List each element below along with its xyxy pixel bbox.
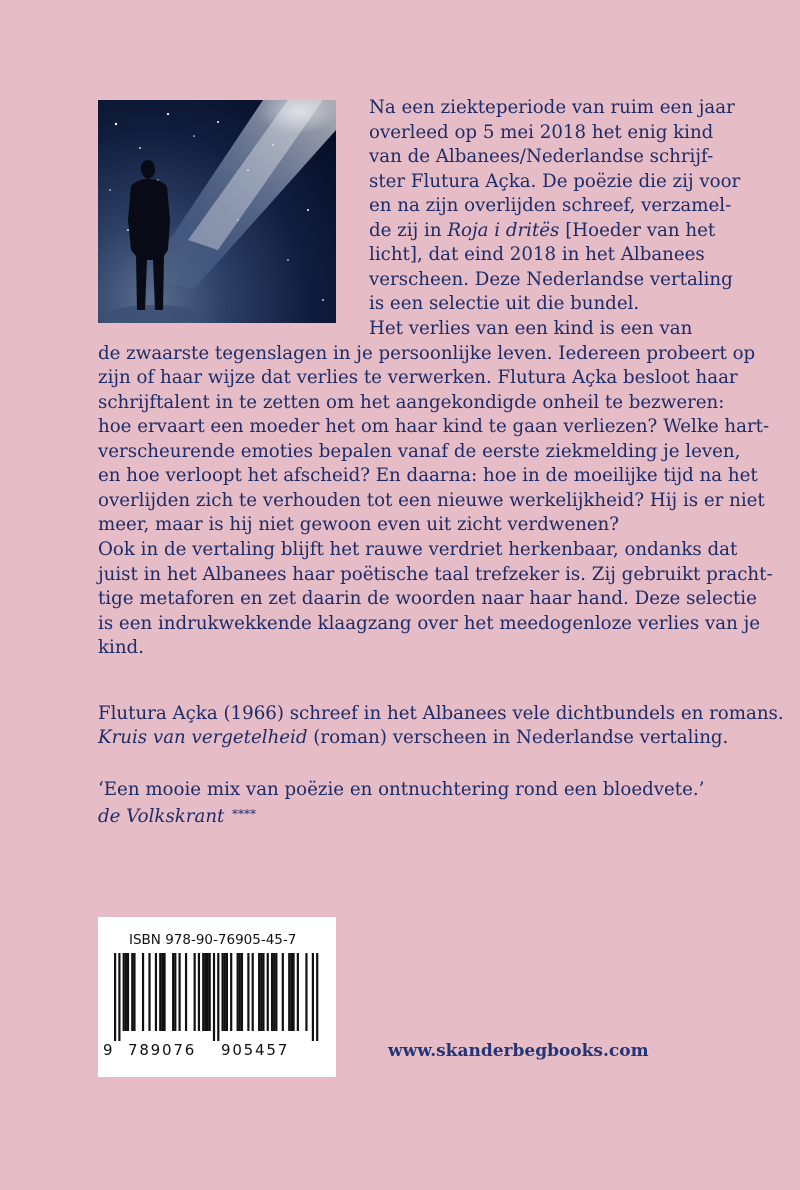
review-rating: ****	[224, 807, 256, 821]
blurb-line: de zwaarste tegenslagen in je persoonlijke leven. Iedereen probeert op	[98, 342, 756, 364]
barcode-first-digit: 9	[103, 1041, 113, 1059]
barcode-bar	[142, 953, 144, 1031]
author-bio: Flutura Açka (1966) schreef in het Albanees vele dichtbundels en romans.	[98, 703, 784, 724]
barcode-bar	[118, 953, 120, 1041]
cover-photo	[98, 100, 336, 323]
blurb-line: overleed op 5 mei 2018 het enig kind	[369, 121, 714, 143]
barcode-bar	[239, 953, 241, 1031]
blurb-line: is een indrukwekkende klaagzang over het meedogenloze verlies van je	[98, 612, 760, 634]
barcode-bar	[161, 953, 163, 1031]
review-quote: ‘Een mooie mix van poëzie en ontnuchtering rond een bloedvete.’	[98, 779, 705, 800]
barcode-panel	[98, 917, 336, 1077]
barcode-bar	[159, 953, 161, 1031]
barcode-bar	[292, 953, 294, 1031]
barcode-bar	[271, 953, 273, 1031]
barcode-bar	[275, 953, 277, 1031]
barcode-bar	[297, 953, 299, 1031]
blurb-line: verscheen. Deze Nederlandse vertaling	[369, 268, 733, 290]
barcode-bar	[312, 953, 314, 1041]
barcode-bar	[222, 953, 224, 1031]
blurb-line: Ook in de vertaling blijft het rauwe verdriet herkenbaar, ondanks dat	[98, 539, 738, 560]
barcode-bar	[247, 953, 249, 1031]
barcode-bar	[217, 953, 219, 1041]
barcode-bar	[125, 953, 127, 1031]
barcode-bar	[252, 953, 254, 1031]
barcode-left-digits: 789076	[128, 1041, 197, 1059]
blurb-line: juist in het Albanees haar poëtische taal trefzeker is. Zij gebruikt pracht-	[98, 563, 773, 585]
blurb-line: is een selectie uit die bundel.	[369, 293, 640, 314]
barcode-bar	[224, 953, 226, 1031]
barcode-digits	[98, 1041, 336, 1067]
barcode-bar	[148, 953, 150, 1031]
barcode-bar	[194, 953, 196, 1031]
barcode-bar	[172, 953, 174, 1031]
barcode-bar	[273, 953, 275, 1031]
blurb-line: Na een ziekteperiode van ruim een jaar	[369, 97, 735, 118]
barcode-bar	[131, 953, 133, 1031]
blurb-line: van de Albanees/Nederlandse schrijf-	[369, 146, 714, 167]
blurb-line: schrijftalent in te zetten om het aangekondigde onheil te bezweren:	[98, 391, 725, 413]
barcode-bar	[226, 953, 228, 1031]
barcode-right-digits: 905457	[221, 1041, 290, 1059]
blurb-line: zijn of haar wijze dat verlies te verwerken. Flutura Açka besloot haar	[98, 367, 738, 388]
barcode-bar	[290, 953, 292, 1031]
barcode-bar	[316, 953, 318, 1041]
barcode-bar	[174, 953, 176, 1031]
barcode-bars	[114, 953, 319, 1041]
publisher-website[interactable]: www.skanderbegbooks.com	[388, 1041, 649, 1061]
barcode-bar	[155, 953, 157, 1031]
blurb-line: meer, maar is hij niet gewoon even uit zicht verdwenen?	[98, 514, 620, 535]
barcode-bar	[288, 953, 290, 1031]
blurb-line: en na zijn overlijden schreef, verzamel-	[369, 195, 732, 216]
blurb-line: Het verlies van een kind is een van	[369, 318, 693, 339]
barcode-bar	[209, 953, 211, 1031]
barcode-bar	[305, 953, 307, 1031]
barcode-bar	[258, 953, 260, 1031]
barcode-bar	[179, 953, 181, 1031]
blurb-line: en hoe verloopt het afscheid? En daarna: hoe in de moeilijke tijd na het	[98, 465, 758, 486]
isbn-label: ISBN 978-90-76905-45-7	[129, 932, 297, 948]
barcode-bar	[282, 953, 284, 1031]
blurb-line: hoe ervaart een moeder het om haar kind te gaan verliezen? Welke hart-	[98, 416, 770, 437]
barcode-bar	[206, 953, 208, 1031]
barcode-bar	[267, 953, 269, 1031]
barcode-bar	[204, 953, 206, 1031]
blurb-line: kind.	[98, 637, 144, 658]
barcode-bar	[230, 953, 232, 1031]
blurb-line: ster Flutura Açka. De poëzie die zij voor	[369, 170, 741, 192]
barcode-bar	[114, 953, 116, 1041]
barcode-bar	[260, 953, 262, 1031]
blurb-line: licht], dat eind 2018 in het Albanees	[369, 244, 705, 265]
barcode-bar	[237, 953, 239, 1031]
barcode-bar	[202, 953, 204, 1031]
blurb-line: verscheurende emoties bepalen vanaf de eerste ziekmelding je leven,	[98, 440, 741, 462]
barcode-bar	[241, 953, 243, 1031]
blurb-line: overlijden zich te verhouden tot een nieuwe werkelijkheid? Hij is er niet	[98, 489, 765, 511]
barcode-bar	[185, 953, 187, 1031]
barcode-bar	[213, 953, 215, 1041]
author-bio: Kruis van vergetelheid (roman) verscheen in Nederlandse vertaling.	[98, 727, 729, 748]
barcode-bar	[163, 953, 165, 1031]
blurb-line: de zij in Roja i dritës [Hoeder van het	[369, 219, 716, 241]
review-source: de Volkskrant ****	[98, 806, 256, 827]
barcode-bar	[123, 953, 125, 1031]
barcode-bar	[127, 953, 129, 1031]
barcode-bar	[262, 953, 264, 1031]
barcode-bar	[133, 953, 135, 1031]
blurb-line: tige metaforen en zet daarin de woorden naar haar hand. Deze selectie	[98, 588, 757, 609]
barcode-bar	[198, 953, 200, 1031]
